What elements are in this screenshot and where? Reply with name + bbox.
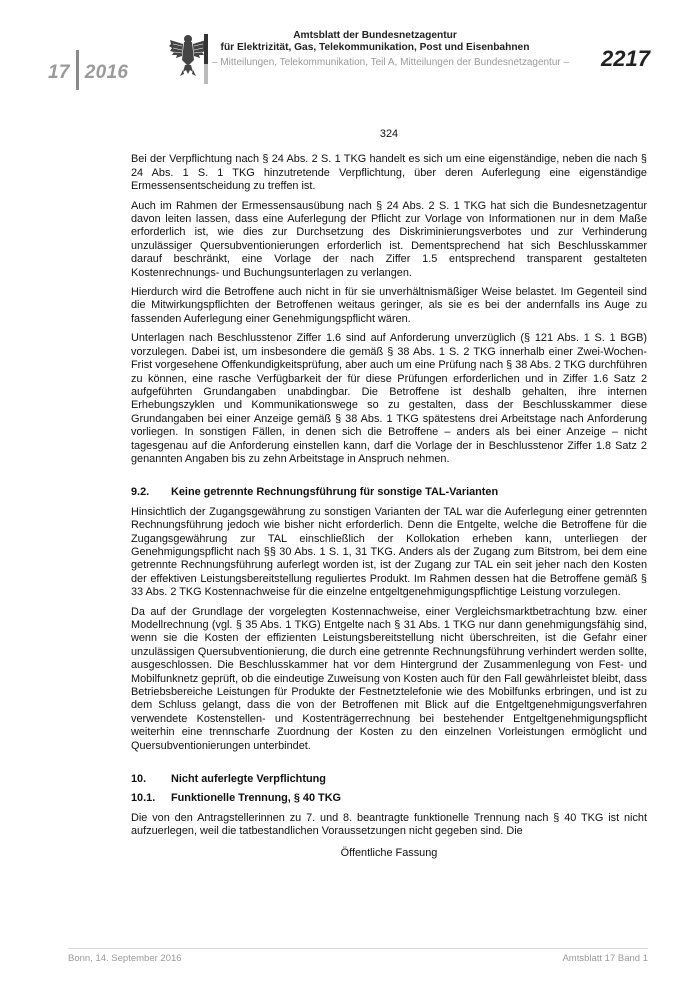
doc-page-number: 324 bbox=[379, 128, 399, 140]
section-heading-10-1 bbox=[131, 792, 647, 805]
paragraph: Auch im Rahmen der Ermessensausübung nach § 24 Abs. 2 S. 1 TKG hat sich die Bundesnetzagentur davon leiten lassen, dass eine Auferlegung der Pflicht zur Vorlage von Informationen nur in dem Maße erforderlich ist, wie dies zur Durchsetzung des Diskriminierungsverbotes und zur Verhinderung unzulässiger Quersubventionierungen erforderlich ist. Dementsprechend hat sich Beschlusskammer darauf beschränkt, eine Vorlage der nach Ziffer 1.5 entsprechend transparent gestalteten Kostenrechnungs- und Buchungsunterlagen zu verlangen. bbox=[131, 199, 647, 279]
footer-date: Bonn, 14. September 2016 bbox=[68, 953, 182, 964]
public-version-label: Öffentliche Fassung bbox=[340, 846, 438, 859]
issue-year: 2016 bbox=[84, 62, 129, 83]
paragraph: Hierdurch wird die Betroffene auch nicht in für sie unverhältnismäßiger Weise belastet. Im Gegenteil sind die Mitwirkungspflichten der Betroffenen weitaus geringer, als sie es bei der andernfalls ins Auge zu fassenden Auferlegung einer Genehmigungspflicht wären. bbox=[131, 286, 647, 325]
section-title: Funktionelle Trennung, § 40 TKG bbox=[171, 792, 342, 805]
header-title-line1: Amtsblatt der Bundesnetzagentur bbox=[293, 30, 457, 41]
federal-eagle-icon bbox=[168, 30, 208, 80]
header-subtitle: – Mitteilungen, Telekommunikation, Teil A, Mitteilungen der Bundesnetzagentur – bbox=[212, 57, 570, 68]
issue-divider bbox=[76, 50, 79, 90]
page-header bbox=[0, 0, 700, 90]
paragraph: Bei der Verpflichtung nach § 24 Abs. 2 S. 1 TKG handelt es sich um eine eigenständige, neben die nach § 24 Abs. 1 S. 1 TKG hinzutretende Verpflichtung, über deren Auferlegung eine eigenständige Ermessensentscheidung zu treffen ist. bbox=[131, 153, 647, 193]
issue-label bbox=[48, 50, 128, 90]
footer-issue: Amtsblatt 17 Band 1 bbox=[562, 953, 648, 964]
section-number: 9.2. bbox=[131, 486, 150, 499]
section-number: 10.1. bbox=[131, 792, 156, 805]
document-body bbox=[131, 128, 647, 860]
footer-divider bbox=[68, 948, 648, 949]
paragraph: Unterlagen nach Beschlusstenor Ziffer 1.6 sind auf Anforderung unverzüglich (§ 121 Abs. 1 S. 1 BGB) vorzulegen. Dabei ist, um insbesondere die gemäß § 38 Abs. 1 S. 2 TKG innerhalb einer Zwei-Wochen-Frist vorgesehene Offenkundigkeitsprüfung, aber auch um eine Prüfung nach § 38 Abs. 2 TKG durchführen zu können, eine rasche Verfügbarkeit der für diese Prüfungen erforderlichen und in Ziffer 1.6 Satz 2 aufgeführten Grundangaben unabdingbar. Die Betroffene ist deshalb gehalten, ihre internen Erhebungszyklen und Kommunikationswege so zu gestalten, dass der Beschlusskammer diese Grundangaben bei einer Anzeige gemäß § 38 Abs. 1 TKG spätestens drei Arbeitstage nach Anforderung vorliegen. In sonstigen Fällen, in denen sich die Betroffene – anders als bei einer Anzeige – nicht tagesgenau auf die Anforderung einstellen kann, darf die Vorlage der in Beschlusstenor Ziffer 1.8 Satz 2 genannten Angaben bis zu zehn Arbeitstage in Anspruch nehmen. bbox=[131, 332, 648, 465]
paragraph: Hinsichtlich der Zugangsgewährung zu sonstigen Varianten der TAL war die Auferlegung einer getrennten Rechnungsführung jedoch wie bisher nicht erforderlich. Denn die Entgelte, welche die Betroffene für die Zugangsgewährung zur TAL einschließlich der Kollokation erheben kann, unterliegen der Genehmigungspflicht nach §§ 30 Abs. 1 S. 1, 31 TKG. Anders als der Zugang zum Bitstrom, bei dem eine getrennte Rechnungsführung auferlegt worden ist, ist der Zugang zur TAL ein seit jeher nach den Kosten der effektiven Leistungsbereitstellung reguliertes Produkt. Im Rahmen dessen hat die Betroffene gemäß § 33 Abs. 2 TKG Kostennachweise für die einzelne entgeltgenehmigungspflichtige Leistung vorzulegen. bbox=[131, 505, 647, 599]
paragraph: Da auf der Grundlage der vorgelegten Kostennachweise, einer Vergleichsmarktbetrachtung bzw. einer Modellrechnung (vgl. § 35 Abs. 1 TKG) Entgelte nach § 31 Abs. 1 TKG nur dann genehmigungsfähig sind, wenn sie die Kosten der effizienten Leistungsbereitstellung nicht überschreiten, ist die Gefahr einer unzulässigen Quersubventionierung, die durch eine getrennte Rechnungsführung verhindert werden sollte, ausgeschlossen. Die Beschlusskammer hat vor dem Hintergrund der Zusammenlegung von Fest- und Mobilfunknetz geprüft, ob die eindeutige Zuweisung von Kosten auch für den Fall gewährleistet bleibt, dass Betriebsbereiche Leistungen für Produkte der Festnetztelefonie wie des Mobilfunks erbringen, und ist zu dem Schluss gelangt, dass die von der Betroffenen mit Blick auf die Entgeltgenehmigungsverfahren verwendete Kostenstellen- und Kostenträgerrechnung bei bestehender Entgeltgenehmigungspflicht weiterhin eine trennscharfe Zuordnung der Kosten zu den einzelnen Vorleistungen ermöglicht und Quersubventionierungen unterbindet. bbox=[131, 605, 647, 752]
section-title: Nicht auferlegte Verpflichtung bbox=[171, 773, 326, 786]
section-heading-9-2 bbox=[131, 486, 647, 499]
header-title bbox=[215, 30, 535, 54]
page-number: 2217 bbox=[601, 46, 650, 71]
section-title: Keine getrennte Rechnungsführung für sonstige TAL-Varianten bbox=[171, 486, 499, 499]
paragraph: Die von den Antragstellerinnen zu 7. und 8. beantragte funktionelle Trennung nach § 40 TKG ist nicht aufzuerlegen, weil die tatbestandlichen Voraussetzungen nicht gegeben sind. Die bbox=[131, 811, 647, 838]
section-heading-10 bbox=[131, 773, 647, 786]
header-title-line2: für Elektrizität, Gas, Telekommunikation, Post und Eisenbahnen bbox=[220, 42, 530, 53]
section-number: 10. bbox=[131, 773, 147, 786]
header-bar-accent bbox=[204, 64, 208, 84]
issue-number: 17 bbox=[48, 62, 70, 83]
